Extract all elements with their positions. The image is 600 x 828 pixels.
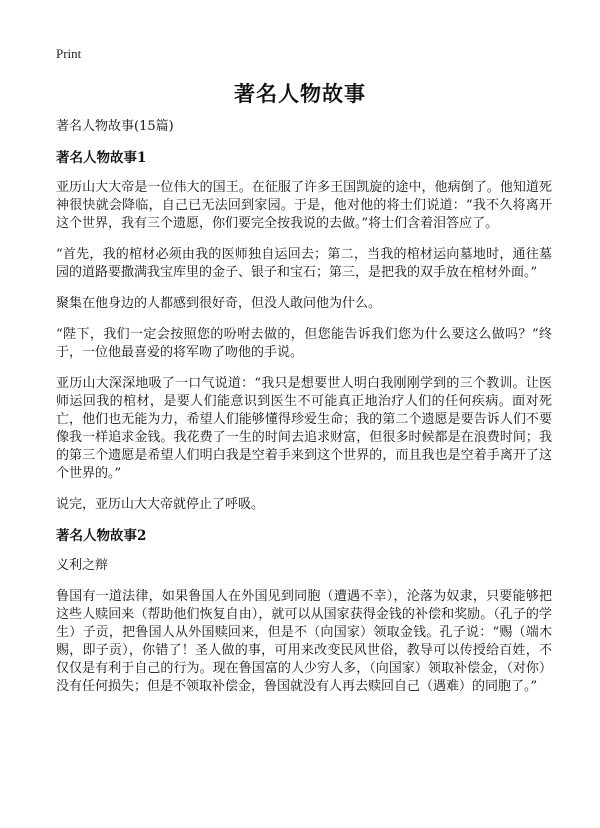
story-paragraph: “陛下，我们一定会按照您的吩咐去做的，但您能告诉我们您为什么要这么做吗？”终于，一位他最喜爱的将军吻了吻他的手说。 [56,327,552,360]
story-heading: 著名人物故事1 [56,150,147,166]
story-paragraph: 亚历山大深深地吸了一口气说道：“我只是想要世人明白我刚刚学到的三个教训。让医师运回我的棺材，是要人们能意识到医生不可能真正地治疗人们的任何疾病。面对死亡，他们也无能为力，希望人们能够懂得珍爱生命；我的第二个遗愿是要告诉人们不要像我一样追求金钱。我花费了一生的时间去追求财富，但很多时候都是在浪费时间；我的第三个遗愿是希望人们明白我是空着手来到这个世界的，而且我也是空着手离开了这个世界的。” [56,376,552,481]
document-subtitle: 著名人物故事(15篇) [56,119,174,134]
story-1 [56,149,552,514]
story-paragraph: 说完，亚历山大大帝就停止了呼吸。 [56,497,265,512]
story-paragraph: 鲁国有一道法律，如果鲁国人在外国见到同胞（遭遇不幸），沦落为奴隶，只要能够把这些人赎回来（帮助他们恢复自由），就可以从国家获得金钱的补偿和奖励。（孔子的学生）子贡，把鲁国人从外国赎回来，但是不（向国家）领取金钱。孔子说：“赐（端木赐，即子贡），你错了！圣人做的事，可用来改变民风世俗，教导可以传授给百姓，不仅仅是有利于自己的行为。现在鲁国富的人少穷人多，（向国家）领取补偿金，（对你）没有任何损失；但是不领取补偿金，鲁国就没有人再去赎回自己（遇难）的同胞了。” [56,589,552,694]
story-subtitle: 义利之辩 [56,558,109,573]
story-2 [56,527,552,696]
story-heading: 著名人物故事2 [56,528,147,544]
story-paragraph: “首先，我的棺材必须由我的医师独自运回去；第二，当我的棺材运向墓地时，通往墓园的道路要撒满我宝库里的金子、银子和宝石；第三，是把我的双手放在棺材外面。” [56,247,552,280]
story-paragraph: 亚历山大大帝是一位伟大的国王。在征服了许多王国凯旋的途中，他病倒了。他知道死神很快就会降临，自己已无法回到家园。于是，他对他的将士们说道：“我不久将离开这个世界，我有三个遗愿，你们要完全按我说的去做。”将士们含着泪答应了。 [56,180,552,231]
story-paragraph: 聚集在他身边的人都感到很好奇，但没人敢问他为什么。 [56,296,382,311]
page-title: 著名人物故事 [234,82,366,106]
print-link[interactable]: Print [56,46,82,61]
document-body [56,118,552,709]
